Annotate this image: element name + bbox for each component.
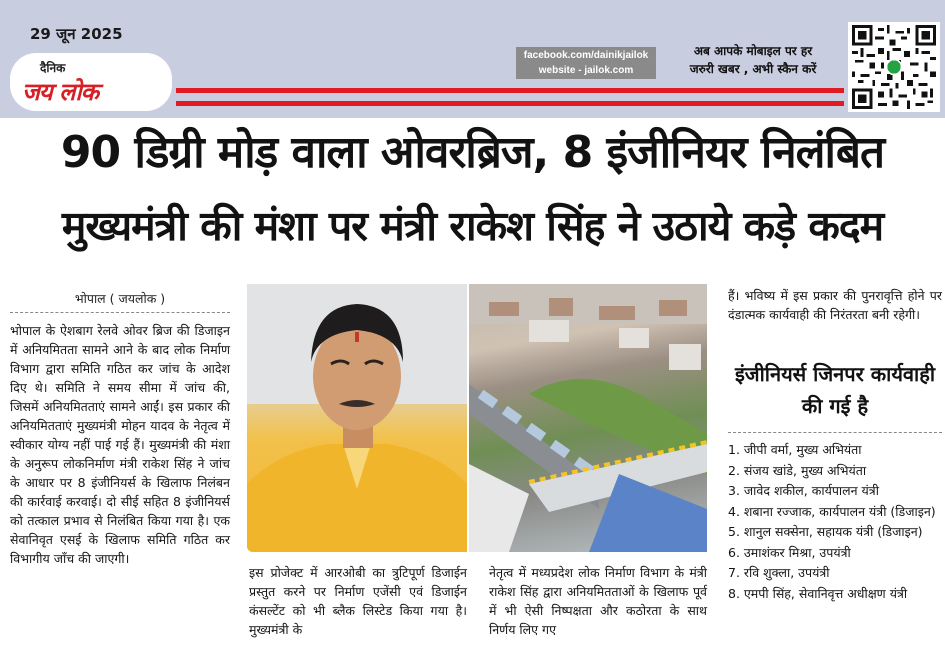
list-item: 5. शानुल सक्सेना, सहायक यंत्री (डिजाइन) (728, 524, 923, 539)
sidebar-divider (728, 432, 942, 433)
facebook-link: facebook.com/dainikjailok (523, 50, 649, 61)
logo-main-text: जय लोक (22, 77, 99, 106)
list-item: 6. उमाशंकर मिश्रा, उपयंत्री (728, 544, 851, 560)
red-stripe-top (176, 88, 844, 93)
red-stripe-bottom (176, 101, 844, 106)
dateline-divider (10, 312, 230, 313)
list-item: 7. रवि शुक्ला, उपयंत्री (728, 565, 830, 580)
article-column-3: नेतृत्व में मध्यप्रदेश लोक निर्माण विभाग के मंत्री राकेश सिंह द्वारा अनियमितताओं के खिलाफ पूर्व में भी ऐसी निष्पक्षता और कठोरता के साथ निर्णय लिए गए (489, 565, 707, 637)
promo-line-2: जरुरी खबर , अभी स्कैन करें (689, 62, 817, 76)
minister-photo (247, 284, 467, 552)
suspended-engineers-list (728, 440, 942, 604)
sub-headline: मुख्यमंत्री की मंशा पर मंत्री राकेश सिंह ने उठाये कड़े कदम (61, 202, 884, 250)
list-item: 1. जीपी वर्मा, मुख्य अभियंता (728, 442, 862, 457)
social-links-box (516, 47, 656, 79)
dateline: भोपाल ( जयलोक ) (74, 291, 166, 306)
qr-code-icon (848, 22, 940, 112)
article-column-4: हैं। भविष्य में इस प्रकार की पुनरावृत्ति होने पर दंडात्मक कार्यवाही की निरंतरता बनी रहेगी। (728, 288, 942, 322)
issue-date: 29 जून 2025 (30, 25, 123, 43)
overbridge-aerial-photo (469, 284, 707, 552)
newspaper-logo (10, 53, 172, 111)
website-link: website - jailok.com (538, 65, 634, 76)
list-item: 2. संजय खांडे, मुख्य अभियंता (728, 462, 867, 478)
logo-small-text: दैनिक (40, 61, 66, 75)
article-column-1: भोपाल के ऐशबाग रेलवे ओवर ब्रिज की डिजाइन में अनियमितता सामने आने के बाद लोक निर्माण विभाग द्वारा समिति गठित कर जांच के आदेश दिए थे। समिति ने समय सीमा में जांच की, जिसमें अनियमितताएं सामने आईं। इस प्रकार की अनियमितताएं मुख्यमंत्री मोहन यादव के नेतृत्व में स्वीकार योग्य नहीं पाई गई हैं। मुख्यमंत्री की मंशा के अनुरूप लोकनिर्माण मंत्री राकेश सिंह ने जांच के आधार पर 8 इंजीनियर्स के खिलाफ निलंबन की कार्रवाई करवाई। दो सीई सहित 8 इंजीनियर्स को तत्काल प्रभाव से निलंबित किया गया है। एक सेवानिवृत एसई के खिलाफ समिति गठित कर विभागीय जाँच की जाएगी। (10, 323, 230, 566)
list-item: 3. जावेद शकील, कार्यपालन यंत्री (728, 483, 879, 498)
list-item: 8. एमपी सिंह, सेवानिवृत्त अधीक्षण यंत्री (728, 585, 908, 601)
promo-line-1: अब आपके मोबाइल पर हर (693, 44, 813, 58)
list-item: 4. शबाना रज्जाक, कार्यपालन यंत्री (डिजाइन) (728, 503, 936, 519)
mobile-promo (668, 42, 838, 78)
masthead (0, 0, 945, 118)
main-headline: 90 डिग्री मोड़ वाला ओवरब्रिज, 8 इंजीनियर निलंबित (60, 127, 885, 178)
article-column-2: इस प्रोजेक्ट में आरओबी का त्रुटिपूर्ण डिजाईन प्रस्तुत करने पर निर्माण एजेंसी एवं डिजाईन कंसल्टेंट को भी ब्लैक लिस्टेड किया गया है। मुख्यमंत्री के (249, 565, 467, 637)
sidebar-title: इंजीनियर्स जिनपर कार्यवाही की गई है (734, 362, 936, 418)
